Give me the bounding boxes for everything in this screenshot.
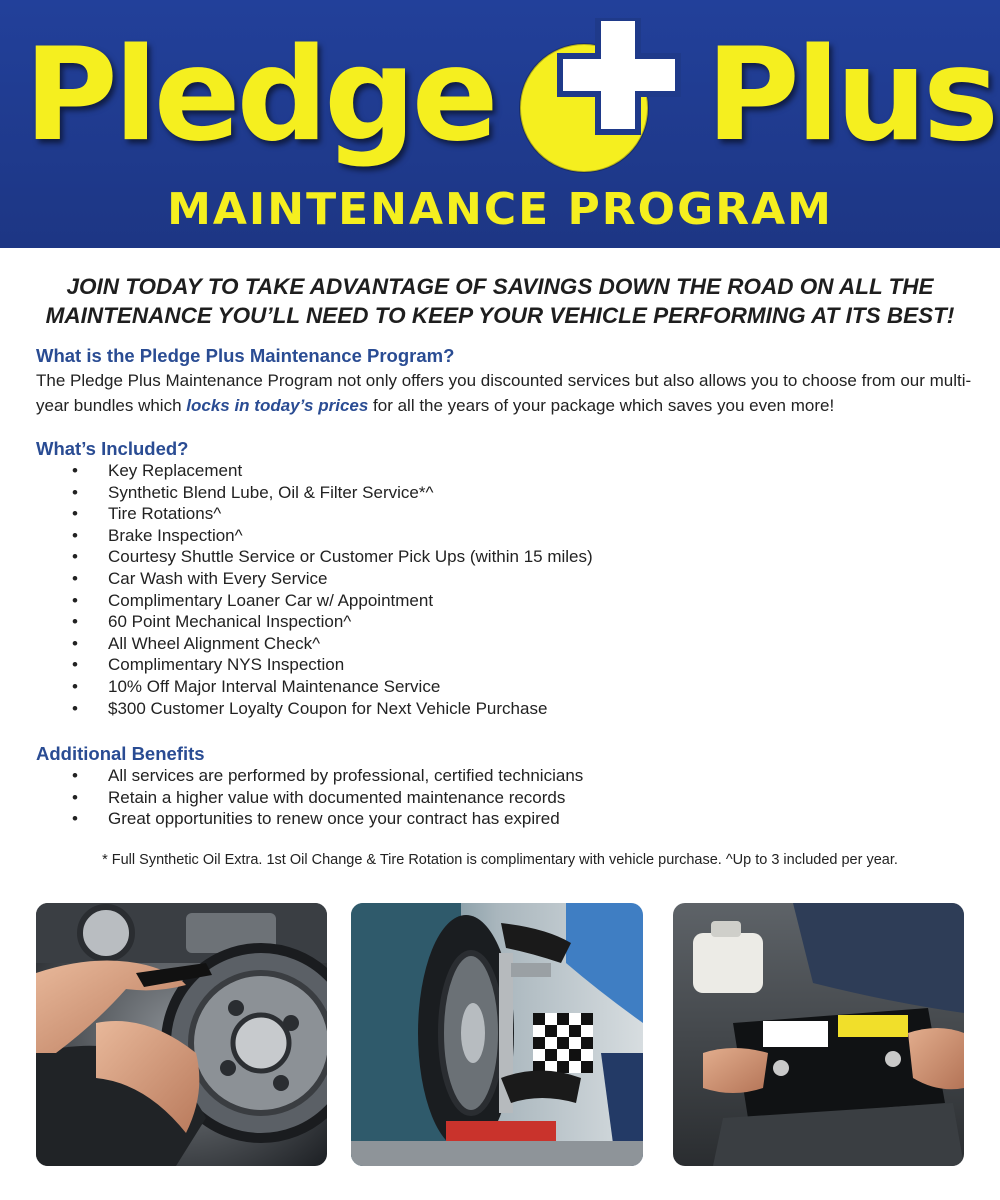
list-item: • All services are performed by professional, certified technicians xyxy=(72,765,583,787)
list-item: • 60 Point Mechanical Inspection^ xyxy=(72,611,593,633)
logo xyxy=(0,18,1000,168)
engine-timing-belt-photo xyxy=(36,903,327,1166)
list-item: • Car Wash with Every Service xyxy=(72,568,593,590)
logo-word-right: Plus xyxy=(706,21,995,170)
list-item: • $300 Customer Loyalty Coupon for Next Vehicle Purchase xyxy=(72,698,593,720)
list-item: • Great opportunities to renew once your contract has expired xyxy=(72,808,583,830)
tagline-line-2: MAINTENANCE YOU’LL NEED TO KEEP YOUR VEHICLE PERFORMING AT ITS BEST! xyxy=(45,303,955,328)
list-item: • Complimentary NYS Inspection xyxy=(72,654,593,676)
about-emphasis: locks in today’s prices xyxy=(186,396,369,415)
list-item: • 10% Off Major Interval Maintenance Service xyxy=(72,676,593,698)
car-battery-photo xyxy=(673,903,964,1166)
about-paragraph xyxy=(36,368,976,418)
list-item: • Brake Inspection^ xyxy=(72,525,593,547)
footnote: * Full Synthetic Oil Extra. 1st Oil Change & Tire Rotation is complimentary with vehicle purchase. ^Up to 3 included per year. xyxy=(102,852,898,868)
about-text-before: The Pledge Plus Maintenance Program not only offers you discounted services but also allows you to choose from our multi-year bundles which xyxy=(36,371,972,415)
tagline xyxy=(20,272,980,330)
list-item: • Courtesy Shuttle Service or Customer Pick Ups (within 15 miles) xyxy=(72,546,593,568)
list-item: • All Wheel Alignment Check^ xyxy=(72,633,593,655)
tagline-line-1: JOIN TODAY TO TAKE ADVANTAGE OF SAVINGS DOWN THE ROAD ON ALL THE xyxy=(66,274,934,299)
benefits-heading: Additional Benefits xyxy=(36,743,205,764)
included-heading: What’s Included? xyxy=(36,438,189,459)
list-item: • Tire Rotations^ xyxy=(72,503,593,525)
logo-word-left: Pledge xyxy=(24,21,495,170)
about-heading: What is the Pledge Plus Maintenance Program? xyxy=(36,345,455,366)
list-item: • Key Replacement xyxy=(72,460,593,482)
plus-circle-logo-icon xyxy=(512,18,702,178)
list-item: • Complimentary Loaner Car w/ Appointment xyxy=(72,590,593,612)
list-item: • Synthetic Blend Lube, Oil & Filter Service*^ xyxy=(72,482,593,504)
header-banner xyxy=(0,0,1000,248)
benefits-list xyxy=(72,765,583,830)
wheel-alignment-photo xyxy=(351,903,643,1166)
list-item: • Retain a higher value with documented maintenance records xyxy=(72,787,583,809)
included-list xyxy=(72,460,593,719)
program-subtitle: MAINTENANCE PROGRAM xyxy=(167,184,833,235)
about-text-after: for all the years of your package which saves you even more! xyxy=(368,396,835,415)
